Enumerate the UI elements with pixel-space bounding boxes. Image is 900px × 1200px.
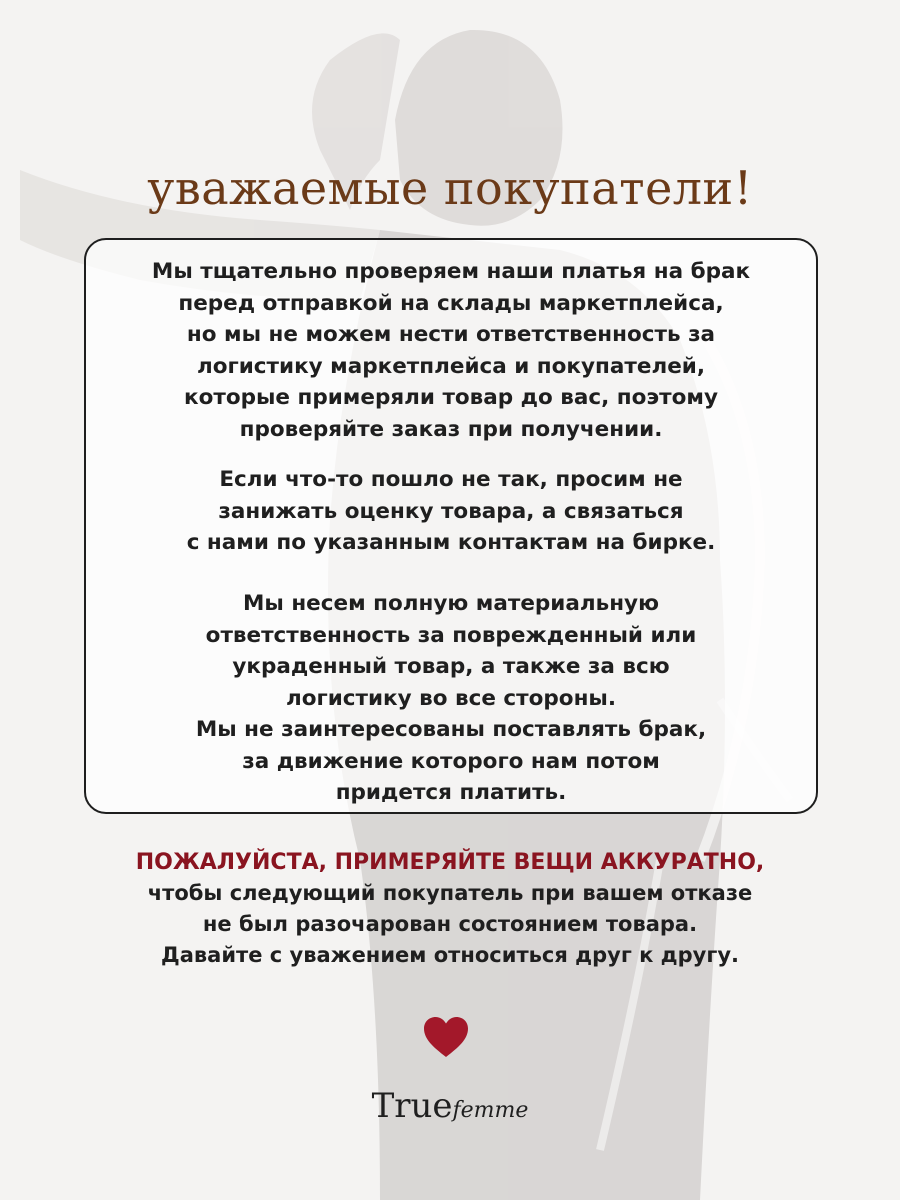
text-line: Мы несем полную материальную — [243, 591, 659, 616]
text-line: занижать оценку товара, а связаться — [218, 498, 684, 524]
brand-logo — [0, 1086, 900, 1126]
page-title: уважаемые покупатели! — [147, 161, 753, 215]
text-line: Давайте с уважением относиться друг к другу. — [160, 943, 739, 967]
paragraph-responsibility — [84, 588, 818, 809]
text-line: чтобы следующий покупатель при вашем отказе — [147, 881, 753, 905]
text-line: украденный товар, а также за всю — [232, 654, 670, 679]
note-highlight: ПОЖАЛУЙСТА, ПРИМЕРЯЙТЕ ВЕЩИ АККУРАТНО, — [135, 850, 765, 875]
text-line: логистику маркетплейса и покупателей, — [196, 353, 706, 379]
text-line: проверяйте заказ при получении. — [239, 416, 663, 442]
text-line: с нами по указанным контактам на бирке. — [186, 530, 716, 555]
text-line: за движение которого нам потом — [242, 748, 660, 774]
logo-secondary: femme — [452, 1098, 529, 1123]
text-line: придется платить. — [335, 780, 567, 805]
text-line: ответственность за поврежденный или — [205, 622, 697, 648]
paragraph-contact — [84, 464, 818, 559]
heart-icon — [423, 1016, 469, 1058]
text-line: которые примеряли товар до вас, поэтому — [184, 385, 718, 410]
text-line: Если что-то пошло не так, просим не — [219, 467, 683, 492]
text-line: перед отправкой на склады маркетплейса, — [178, 290, 724, 316]
text-line: Мы не заинтересованы поставлять брак, — [195, 717, 707, 742]
text-line: логистику во все стороны. — [285, 685, 617, 711]
logo-primary: True — [371, 1086, 453, 1126]
text-line: не был разочарован состоянием товара. — [202, 912, 698, 936]
paragraph-inspection — [84, 256, 818, 445]
fitting-note — [0, 847, 900, 971]
text-line: Мы тщательно проверяем наши платья на брак — [151, 259, 751, 284]
text-line: но мы не можем нести ответственность за — [186, 322, 716, 347]
